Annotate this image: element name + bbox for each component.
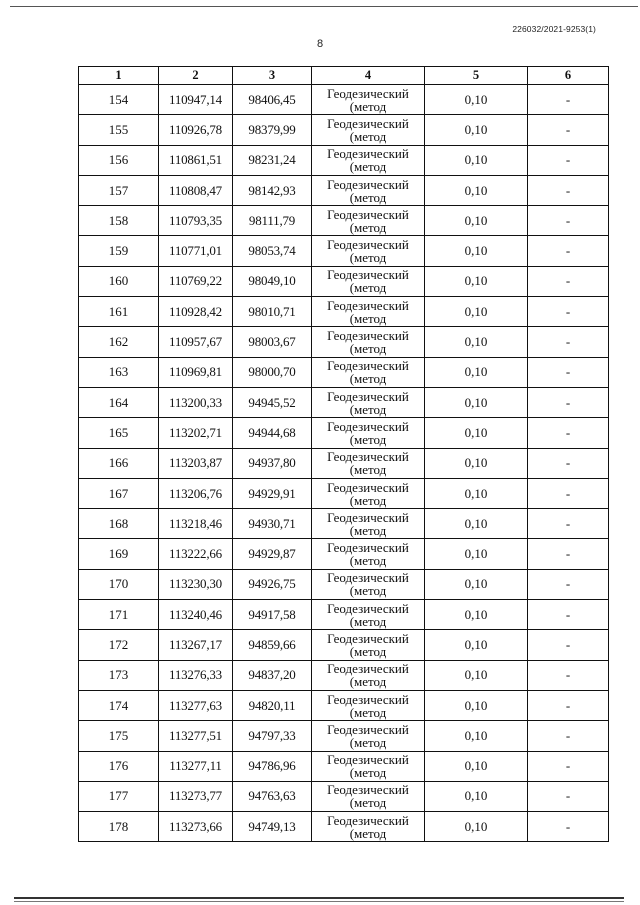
y-coordinate-cell: 94749,13 xyxy=(233,812,312,842)
description-cell: - xyxy=(528,751,609,781)
point-number-cell: 156 xyxy=(79,145,159,175)
method-line-2: (метод xyxy=(349,431,387,447)
table-row xyxy=(79,357,609,387)
point-number-cell: 163 xyxy=(79,357,159,387)
accuracy-cell: 0,10 xyxy=(425,236,528,266)
y-coordinate-cell: 94930,71 xyxy=(233,509,312,539)
method-cell xyxy=(312,175,425,205)
description-cell: - xyxy=(528,145,609,175)
x-coordinate-cell: 113230,30 xyxy=(159,569,233,599)
method-line-2: (метод xyxy=(349,371,387,387)
method-line-1: Геодезический xyxy=(327,661,409,677)
method-line-2: (метод xyxy=(349,704,387,720)
column-header: 1 xyxy=(79,67,159,85)
description-cell: - xyxy=(528,175,609,205)
x-coordinate-cell: 113273,66 xyxy=(159,812,233,842)
y-coordinate-cell: 98379,99 xyxy=(233,115,312,145)
y-coordinate-cell: 98231,24 xyxy=(233,145,312,175)
method-cell xyxy=(312,660,425,690)
table-row xyxy=(79,690,609,720)
description-cell: - xyxy=(528,266,609,296)
method-line-1: Геодезический xyxy=(327,721,409,737)
method-cell xyxy=(312,357,425,387)
document-id: 226032/2021-9253(1) xyxy=(512,24,596,34)
accuracy-cell: 0,10 xyxy=(425,600,528,630)
x-coordinate-cell: 113277,51 xyxy=(159,721,233,751)
description-cell: - xyxy=(528,569,609,599)
x-coordinate-cell: 110861,51 xyxy=(159,145,233,175)
accuracy-cell: 0,10 xyxy=(425,812,528,842)
table-row xyxy=(79,297,609,327)
method-line-2: (метод xyxy=(349,159,387,175)
table-row xyxy=(79,175,609,205)
method-line-1: Геодезический xyxy=(327,812,409,828)
page-number: 8 xyxy=(316,38,324,50)
accuracy-cell: 0,10 xyxy=(425,721,528,751)
y-coordinate-cell: 94786,96 xyxy=(233,751,312,781)
x-coordinate-cell: 113202,71 xyxy=(159,418,233,448)
point-number-cell: 162 xyxy=(79,327,159,357)
method-line-2: (метод xyxy=(349,280,387,296)
y-coordinate-cell: 98406,45 xyxy=(233,85,312,115)
table-header-row xyxy=(79,67,609,85)
description-cell: - xyxy=(528,236,609,266)
y-coordinate-cell: 94945,52 xyxy=(233,387,312,417)
description-cell: - xyxy=(528,781,609,811)
method-line-2: (метод xyxy=(349,795,387,811)
method-line-2: (метод xyxy=(349,341,387,357)
description-cell: - xyxy=(528,630,609,660)
y-coordinate-cell: 94859,66 xyxy=(233,630,312,660)
x-coordinate-cell: 110771,01 xyxy=(159,236,233,266)
method-line-1: Геодезический xyxy=(327,85,409,101)
accuracy-cell: 0,10 xyxy=(425,297,528,327)
y-coordinate-cell: 94926,75 xyxy=(233,569,312,599)
method-line-2: (метод xyxy=(349,462,387,478)
point-number-cell: 167 xyxy=(79,478,159,508)
y-coordinate-cell: 94937,80 xyxy=(233,448,312,478)
table-row xyxy=(79,236,609,266)
y-coordinate-cell: 98049,10 xyxy=(233,266,312,296)
x-coordinate-cell: 113277,63 xyxy=(159,690,233,720)
method-cell xyxy=(312,327,425,357)
method-cell xyxy=(312,297,425,327)
method-cell xyxy=(312,509,425,539)
x-coordinate-cell: 110769,22 xyxy=(159,266,233,296)
method-line-1: Геодезический xyxy=(327,479,409,495)
description-cell: - xyxy=(528,448,609,478)
description-cell: - xyxy=(528,387,609,417)
column-header: 3 xyxy=(233,67,312,85)
method-line-1: Геодезический xyxy=(327,297,409,313)
accuracy-cell: 0,10 xyxy=(425,175,528,205)
x-coordinate-cell: 113240,46 xyxy=(159,600,233,630)
y-coordinate-cell: 94917,58 xyxy=(233,600,312,630)
x-coordinate-cell: 113276,33 xyxy=(159,660,233,690)
table-row xyxy=(79,600,609,630)
y-coordinate-cell: 94944,68 xyxy=(233,418,312,448)
x-coordinate-cell: 110928,42 xyxy=(159,297,233,327)
accuracy-cell: 0,10 xyxy=(425,448,528,478)
method-cell xyxy=(312,781,425,811)
point-number-cell: 176 xyxy=(79,751,159,781)
table-row xyxy=(79,660,609,690)
coordinates-table xyxy=(78,66,609,842)
method-line-1: Геодезический xyxy=(327,115,409,131)
table-row xyxy=(79,539,609,569)
method-cell xyxy=(312,751,425,781)
method-line-2: (метод xyxy=(349,189,387,205)
x-coordinate-cell: 113277,11 xyxy=(159,751,233,781)
description-cell: - xyxy=(528,721,609,751)
table-row xyxy=(79,266,609,296)
method-cell xyxy=(312,145,425,175)
method-line-1: Геодезический xyxy=(327,146,409,162)
description-cell: - xyxy=(528,478,609,508)
table-row xyxy=(79,630,609,660)
description-cell: - xyxy=(528,297,609,327)
accuracy-cell: 0,10 xyxy=(425,660,528,690)
method-line-2: (метод xyxy=(349,613,387,629)
method-line-1: Геодезический xyxy=(327,176,409,192)
y-coordinate-cell: 94763,63 xyxy=(233,781,312,811)
table-row xyxy=(79,721,609,751)
x-coordinate-cell: 113222,66 xyxy=(159,539,233,569)
x-coordinate-cell: 110957,67 xyxy=(159,327,233,357)
method-line-1: Геодезический xyxy=(327,752,409,768)
description-cell: - xyxy=(528,660,609,690)
method-cell xyxy=(312,812,425,842)
point-number-cell: 172 xyxy=(79,630,159,660)
description-cell: - xyxy=(528,327,609,357)
x-coordinate-cell: 113206,76 xyxy=(159,478,233,508)
point-number-cell: 177 xyxy=(79,781,159,811)
method-line-2: (метод xyxy=(349,553,387,569)
y-coordinate-cell: 98142,93 xyxy=(233,175,312,205)
method-cell xyxy=(312,85,425,115)
point-number-cell: 165 xyxy=(79,418,159,448)
table-body xyxy=(79,85,609,842)
point-number-cell: 161 xyxy=(79,297,159,327)
method-line-1: Геодезический xyxy=(327,540,409,556)
point-number-cell: 175 xyxy=(79,721,159,751)
accuracy-cell: 0,10 xyxy=(425,569,528,599)
point-number-cell: 157 xyxy=(79,175,159,205)
table-row xyxy=(79,327,609,357)
method-cell xyxy=(312,236,425,266)
x-coordinate-cell: 113200,33 xyxy=(159,387,233,417)
method-line-1: Геодезический xyxy=(327,630,409,646)
y-coordinate-cell: 94929,87 xyxy=(233,539,312,569)
accuracy-cell: 0,10 xyxy=(425,387,528,417)
x-coordinate-cell: 110808,47 xyxy=(159,175,233,205)
method-cell xyxy=(312,206,425,236)
method-line-2: (метод xyxy=(349,310,387,326)
method-cell xyxy=(312,448,425,478)
accuracy-cell: 0,10 xyxy=(425,478,528,508)
accuracy-cell: 0,10 xyxy=(425,509,528,539)
accuracy-cell: 0,10 xyxy=(425,266,528,296)
top-divider xyxy=(10,6,638,7)
method-line-2: (метод xyxy=(349,250,387,266)
description-cell: - xyxy=(528,812,609,842)
method-line-1: Геодезический xyxy=(327,509,409,525)
y-coordinate-cell: 98111,79 xyxy=(233,206,312,236)
method-line-2: (метод xyxy=(349,128,387,144)
accuracy-cell: 0,10 xyxy=(425,206,528,236)
point-number-cell: 169 xyxy=(79,539,159,569)
method-line-1: Геодезический xyxy=(327,206,409,222)
method-cell xyxy=(312,690,425,720)
accuracy-cell: 0,10 xyxy=(425,85,528,115)
y-coordinate-cell: 94929,91 xyxy=(233,478,312,508)
point-number-cell: 174 xyxy=(79,690,159,720)
method-line-1: Геодезический xyxy=(327,237,409,253)
accuracy-cell: 0,10 xyxy=(425,690,528,720)
table-row xyxy=(79,85,609,115)
method-line-1: Геодезический xyxy=(327,358,409,374)
bottom-divider xyxy=(14,897,624,899)
x-coordinate-cell: 113203,87 xyxy=(159,448,233,478)
method-line-2: (метод xyxy=(349,401,387,417)
point-number-cell: 168 xyxy=(79,509,159,539)
method-line-2: (метод xyxy=(349,583,387,599)
x-coordinate-cell: 113267,17 xyxy=(159,630,233,660)
x-coordinate-cell: 113218,46 xyxy=(159,509,233,539)
method-line-1: Геодезический xyxy=(327,418,409,434)
y-coordinate-cell: 98053,74 xyxy=(233,236,312,266)
method-cell xyxy=(312,478,425,508)
y-coordinate-cell: 98000,70 xyxy=(233,357,312,387)
description-cell: - xyxy=(528,509,609,539)
accuracy-cell: 0,10 xyxy=(425,751,528,781)
description-cell: - xyxy=(528,85,609,115)
description-cell: - xyxy=(528,357,609,387)
method-line-1: Геодезический xyxy=(327,267,409,283)
table-row xyxy=(79,751,609,781)
method-line-1: Геодезический xyxy=(327,449,409,465)
accuracy-cell: 0,10 xyxy=(425,418,528,448)
method-cell xyxy=(312,630,425,660)
method-line-1: Геодезический xyxy=(327,570,409,586)
point-number-cell: 164 xyxy=(79,387,159,417)
accuracy-cell: 0,10 xyxy=(425,539,528,569)
description-cell: - xyxy=(528,115,609,145)
table-row xyxy=(79,812,609,842)
description-cell: - xyxy=(528,539,609,569)
method-line-2: (метод xyxy=(349,674,387,690)
method-cell xyxy=(312,721,425,751)
y-coordinate-cell: 98010,71 xyxy=(233,297,312,327)
y-coordinate-cell: 94837,20 xyxy=(233,660,312,690)
method-cell xyxy=(312,266,425,296)
description-cell: - xyxy=(528,206,609,236)
method-cell xyxy=(312,115,425,145)
table-row xyxy=(79,569,609,599)
method-cell xyxy=(312,387,425,417)
method-cell xyxy=(312,539,425,569)
y-coordinate-cell: 94820,11 xyxy=(233,690,312,720)
y-coordinate-cell: 94797,33 xyxy=(233,721,312,751)
accuracy-cell: 0,10 xyxy=(425,115,528,145)
point-number-cell: 154 xyxy=(79,85,159,115)
column-header: 4 xyxy=(312,67,425,85)
table-row xyxy=(79,448,609,478)
method-cell xyxy=(312,569,425,599)
method-line-2: (метод xyxy=(349,522,387,538)
accuracy-cell: 0,10 xyxy=(425,145,528,175)
method-line-1: Геодезический xyxy=(327,691,409,707)
x-coordinate-cell: 110969,81 xyxy=(159,357,233,387)
method-line-1: Геодезический xyxy=(327,328,409,344)
point-number-cell: 159 xyxy=(79,236,159,266)
bottom-divider-thin xyxy=(14,901,624,902)
method-line-1: Геодезический xyxy=(327,782,409,798)
column-header: 5 xyxy=(425,67,528,85)
column-header: 6 xyxy=(528,67,609,85)
point-number-cell: 171 xyxy=(79,600,159,630)
method-line-2: (метод xyxy=(349,492,387,508)
method-line-1: Геодезический xyxy=(327,388,409,404)
y-coordinate-cell: 98003,67 xyxy=(233,327,312,357)
x-coordinate-cell: 110947,14 xyxy=(159,85,233,115)
point-number-cell: 166 xyxy=(79,448,159,478)
table-row xyxy=(79,478,609,508)
accuracy-cell: 0,10 xyxy=(425,357,528,387)
method-cell xyxy=(312,418,425,448)
description-cell: - xyxy=(528,690,609,720)
accuracy-cell: 0,10 xyxy=(425,327,528,357)
point-number-cell: 158 xyxy=(79,206,159,236)
table-row xyxy=(79,206,609,236)
column-header: 2 xyxy=(159,67,233,85)
description-cell: - xyxy=(528,418,609,448)
point-number-cell: 155 xyxy=(79,115,159,145)
method-line-2: (метод xyxy=(349,825,387,841)
point-number-cell: 173 xyxy=(79,660,159,690)
method-line-1: Геодезический xyxy=(327,600,409,616)
table-row xyxy=(79,509,609,539)
point-number-cell: 170 xyxy=(79,569,159,599)
table-row xyxy=(79,418,609,448)
x-coordinate-cell: 110926,78 xyxy=(159,115,233,145)
point-number-cell: 160 xyxy=(79,266,159,296)
table-row xyxy=(79,387,609,417)
table-row xyxy=(79,115,609,145)
table-row xyxy=(79,781,609,811)
point-number-cell: 178 xyxy=(79,812,159,842)
table-row xyxy=(79,145,609,175)
method-line-2: (метод xyxy=(349,765,387,781)
method-line-2: (метод xyxy=(349,98,387,114)
method-cell xyxy=(312,600,425,630)
description-cell: - xyxy=(528,600,609,630)
x-coordinate-cell: 113273,77 xyxy=(159,781,233,811)
method-line-2: (метод xyxy=(349,643,387,659)
x-coordinate-cell: 110793,35 xyxy=(159,206,233,236)
accuracy-cell: 0,10 xyxy=(425,781,528,811)
method-line-2: (метод xyxy=(349,734,387,750)
accuracy-cell: 0,10 xyxy=(425,630,528,660)
method-line-2: (метод xyxy=(349,219,387,235)
